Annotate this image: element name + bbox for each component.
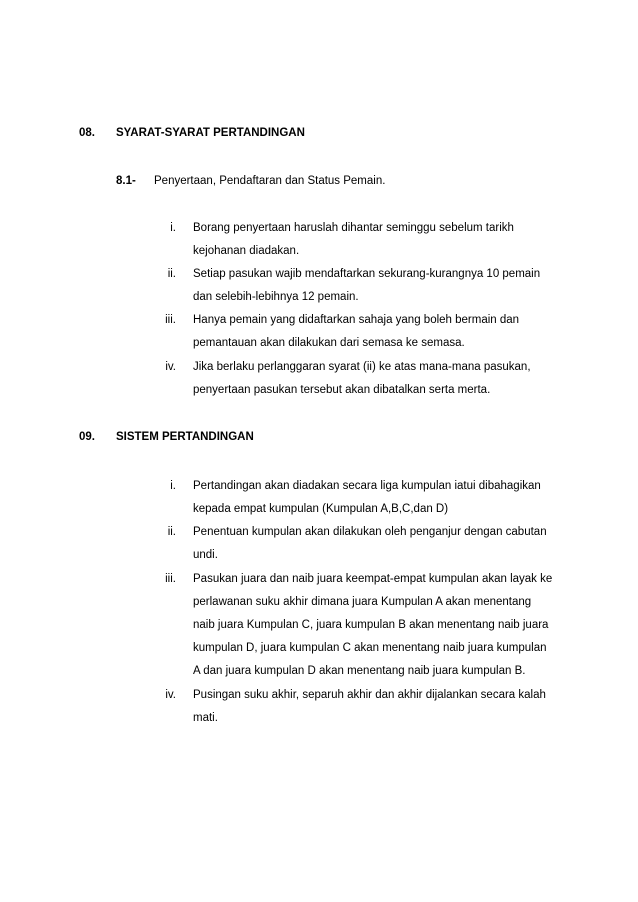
list-item-line: A dan juara kumpulan D akan menentang naib juara kumpulan B. — [193, 665, 526, 677]
list-item-line: Pasukan juara dan naib juara keempat-empat kumpulan akan layak ke — [193, 573, 553, 585]
list-item-number: iv. — [165, 689, 176, 701]
list-item-line: Borang penyertaan haruslah dihantar seminggu sebelum tarikh — [193, 222, 514, 234]
list-item-line: kumpulan D, juara kumpulan C akan menentang naib juara kumpulan — [193, 642, 547, 654]
section-09-title: SISTEM PERTANDINGAN — [116, 431, 254, 443]
section-09-number: 09. — [79, 431, 95, 443]
section-08-number: 08. — [79, 127, 95, 139]
list-item-line: dan selebih-lebihnya 12 pemain. — [193, 291, 359, 303]
list-item-line: Hanya pemain yang didaftarkan sahaja yang boleh bermain dan — [193, 314, 520, 326]
list-item-line: Setiap pasukan wajib mendaftarkan sekurang-kurangnya 10 pemain — [193, 268, 541, 280]
list-item-number: i. — [170, 480, 176, 492]
list-item-line: pemantauan akan dilakukan dari semasa ke semasa. — [193, 337, 465, 349]
section-08-title: SYARAT-SYARAT PERTANDINGAN — [116, 127, 305, 139]
list-item-line: perlawanan suku akhir dimana juara Kumpulan A akan menentang — [193, 596, 532, 608]
list-item-number: i. — [170, 222, 176, 234]
list-item-line: undi. — [193, 549, 218, 561]
list-item-line: Penentuan kumpulan akan dilakukan oleh penganjur dengan cabutan — [193, 526, 547, 538]
list-item-number: ii. — [167, 526, 176, 538]
list-item-line: Pertandingan akan diadakan secara liga kumpulan iatui dibahagikan — [193, 480, 541, 492]
list-item-line: mati. — [193, 712, 218, 724]
list-item-number: iii. — [165, 314, 176, 326]
list-item-line: kepada empat kumpulan (Kumpulan A,B,C,dan D) — [193, 503, 449, 515]
list-item-line: Pusingan suku akhir, separuh akhir dan akhir dijalankan secara kalah — [193, 689, 546, 701]
list-item-line: penyertaan pasukan tersebut akan dibatalkan serta merta. — [193, 384, 491, 396]
list-item-line: Jika berlaku perlanggaran syarat (ii) ke atas mana-mana pasukan, — [193, 361, 531, 373]
subsection-8-1-number: 8.1- — [116, 175, 136, 187]
list-item-line: kejohanan diadakan. — [193, 245, 300, 257]
list-item-line: naib juara Kumpulan C, juara kumpulan B akan menentang naib juara — [193, 619, 549, 631]
list-item-number: iii. — [165, 573, 176, 585]
subsection-8-1-title: Penyertaan, Pendaftaran dan Status Pemain. — [154, 175, 386, 187]
list-item-number: ii. — [167, 268, 176, 280]
list-item-number: iv. — [165, 361, 176, 373]
